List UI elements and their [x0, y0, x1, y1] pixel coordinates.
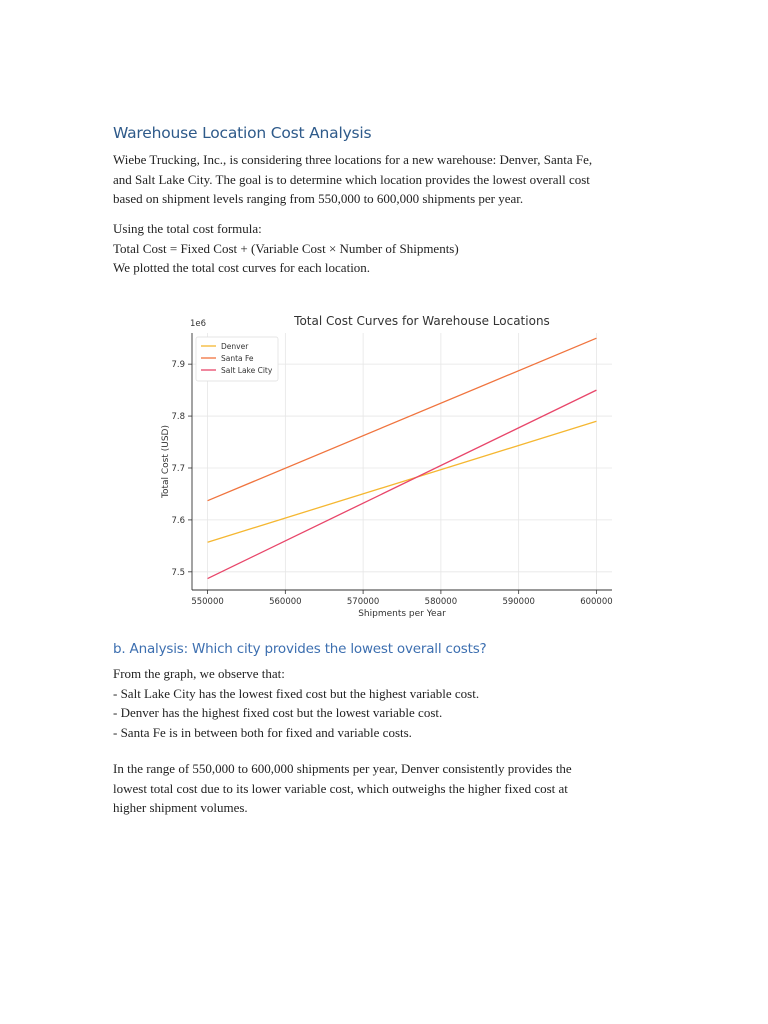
legend-label: Salt Lake City	[221, 366, 273, 375]
conclusion-line: lowest total cost due to its lower variable cost, which outweighs the higher fixed cost at	[113, 780, 568, 796]
intro-line: based on shipment levels ranging from 550,000 to 600,000 shipments per year.	[113, 191, 524, 207]
x-axis-label: Shipments per Year	[358, 609, 446, 619]
x-tick-label: 600000	[580, 597, 613, 607]
y-axis-label: Total Cost (USD)	[161, 424, 171, 499]
y-tick-label: 7.7	[171, 463, 185, 474]
formula-paragraph	[113, 219, 459, 278]
x-tick-label: 560000	[269, 597, 302, 607]
intro-line: and Salt Lake City. The goal is to determine which location provides the lowest overall cost	[113, 171, 590, 187]
conclusion-line: In the range of 550,000 to 600,000 shipments per year, Denver consistently provides the	[113, 761, 572, 776]
series-line	[208, 421, 597, 542]
x-tick-label: 580000	[424, 597, 458, 607]
observation-line: From the graph, we observe that:	[113, 666, 285, 681]
observation-paragraph	[113, 664, 479, 742]
observation-line: - Santa Fe is in between both for fixed and variable costs.	[113, 724, 412, 740]
analysis-heading: b. Analysis: Which city provides the lowest overall costs?	[113, 641, 487, 657]
formula-line: We plotted the total cost curves for each location.	[113, 260, 371, 276]
y-tick-label: 7.5	[171, 567, 185, 578]
legend-label: Denver	[221, 342, 249, 351]
x-tick-label: 550000	[191, 597, 224, 607]
x-tick-label: 570000	[346, 597, 380, 607]
y-offset-label: 1e6	[190, 319, 207, 329]
observation-line: - Salt Lake City has the lowest fixed cost but the highest variable cost.	[113, 685, 480, 701]
formula-line: Total Cost = Fixed Cost + (Variable Cost × Number of Shipments)	[113, 240, 459, 256]
total-cost-chart	[150, 305, 620, 625]
intro-paragraph	[113, 150, 592, 209]
conclusion-line: higher shipment volumes.	[113, 800, 248, 816]
x-tick-label: 590000	[502, 597, 535, 607]
intro-line: Wiebe Trucking, Inc., is considering three locations for a new warehouse: Denver, Santa Fe,	[113, 152, 593, 167]
y-tick-label: 7.9	[171, 360, 185, 371]
y-tick-label: 7.6	[171, 515, 185, 526]
formula-line: Using the total cost formula:	[113, 221, 262, 236]
series-line	[208, 390, 597, 578]
chart-title: Total Cost Curves for Warehouse Locations	[294, 314, 550, 328]
conclusion-paragraph	[113, 759, 572, 818]
y-tick-label: 7.8	[171, 412, 185, 423]
page-title: Warehouse Location Cost Analysis	[113, 124, 372, 142]
observation-line: - Denver has the highest fixed cost but the lowest variable cost.	[113, 705, 443, 721]
legend-label: Santa Fe	[221, 354, 254, 363]
